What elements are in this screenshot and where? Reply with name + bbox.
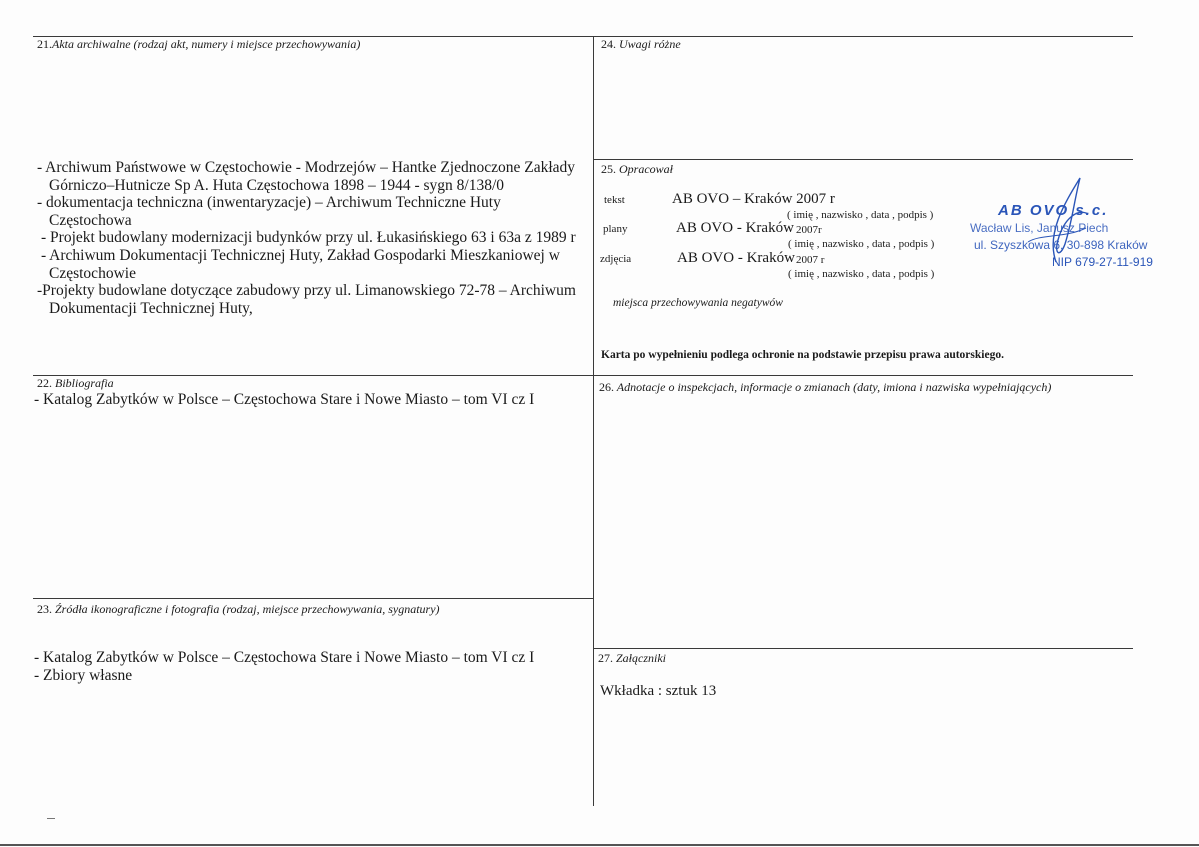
s25-row-hint: ( imię , nazwisko , data , podpis ) [788,268,935,280]
section-26-label: Adnotacje o inspekcjach, informacje o zmianach (daty, imiona i nazwiska wypełniających) [616,380,1052,394]
section-22-header [37,376,114,391]
section-21-header [37,37,360,52]
section-23-header [37,602,440,617]
stamp-line-3: ul. Szyszkowa 6, 30-898 Kraków [974,238,1148,252]
stamp-line-1: AB OVO s.c. [998,202,1109,219]
section-21-line: - Archiwum Państwowe w Częstochowie - Modrzejów – Hantke Zjednoczone Zakłady [37,159,576,176]
section-24-label: Uwagi różne [619,37,681,51]
section-23-line: - Katalog Zabytków w Polsce – Częstochowa Stare i Nowe Miasto – tom VI cz I [34,649,535,666]
rule-s22-s23 [33,598,593,599]
section-22-content [34,391,534,409]
section-25-header [601,162,673,177]
rule-bottom [0,844,1199,846]
s25-row-value: AB OVO - Kraków [676,220,794,236]
s25-row-year: 2007r [796,224,822,236]
rule-s26-s27 [593,648,1133,649]
section-21-line: - dokumentacja techniczna (inwentaryzacje) – Archiwum Techniczne Huty [37,194,501,212]
section-21-line: - Archiwum Dokumentacji Technicznej Huty, Zakład Gospodarki Mieszkaniowej w [41,246,560,264]
section-27-content: Wkładka : sztuk 13 [600,683,717,699]
s25-row-value: AB OVO – Kraków 2007 r [672,191,835,207]
section-21-line: Górniczo–Hutnicze Sp A. Huta Częstochowa 1898 – 1944 - sygn 8/138/0 [49,176,505,194]
section-21-content [37,159,576,317]
s25-row-key: tekst [604,194,625,206]
s25-row-key: plany [603,223,628,235]
section-21-line: -Projekty budowlane dotyczące zabudowy przy ul. Limanowskiego 72-78 – Archiwum [37,282,576,300]
sheet-top-edge [0,0,1199,18]
section-23-label: Źródła ikonograficzne i fotografia (rodzaj, miejsce przechowywania, sygnatury) [55,602,440,616]
s25-row-key: zdjęcia [600,253,632,265]
section-27-label: Załączniki [616,651,666,665]
section-26-number: 26. [599,380,614,394]
s25-copyright-note: Karta po wypełnieniu podlega ochronie na podstawie przepisu prawa autorskiego. [601,349,1004,361]
section-25-label: Opracował [619,162,673,176]
section-21-label: Akta archiwalne (rodzaj akt, numery i miejsce przechowywania) [52,37,361,51]
rule-s24-s25 [593,159,1133,160]
stamp-line-2: Wacław Lis, Janusz Piech [970,221,1109,235]
scan-mark [47,818,55,819]
section-27-number: 27. [598,651,613,665]
rule-s21-s22 [33,375,1133,376]
section-23-line: - Zbiory własne [34,666,133,684]
s25-row-hint: ( imię , nazwisko , data , podpis ) [787,209,934,221]
section-22-number: 22. [37,376,52,390]
rule-center [593,36,594,806]
section-21-line: Częstochowie [49,264,136,282]
company-stamp [968,174,1158,279]
section-21-number: 21. [37,37,52,51]
section-24-number: 24. [601,37,616,51]
section-22-line: - Katalog Zabytków w Polsce – Częstochowa Stare i Nowe Miasto – tom VI cz I [34,391,535,408]
section-22-label: Bibliografia [55,376,114,390]
s25-row-hint: ( imię , nazwisko , data , podpis ) [788,238,935,250]
section-21-line: Dokumentacji Technicznej Huty, [49,299,253,317]
section-26-header [599,380,1051,395]
section-25-number: 25. [601,162,616,176]
section-24-header [601,37,681,52]
section-23-content [34,649,534,684]
s25-negatives-label: miejsca przechowywania negatywów [613,297,783,309]
section-21-line: Częstochowa [49,211,132,229]
s25-row-year: 2007 r [796,254,825,266]
section-21-line: - Projekt budowlany modernizacji budynków przy ul. Łukasińskiego 63 i 63a z 1989 r [41,229,576,247]
s25-row-value: AB OVO - Kraków [677,250,795,266]
section-23-number: 23. [37,602,52,616]
stamp-line-4: NIP 679-27-11-919 [1052,255,1153,269]
section-27-header [598,651,666,666]
